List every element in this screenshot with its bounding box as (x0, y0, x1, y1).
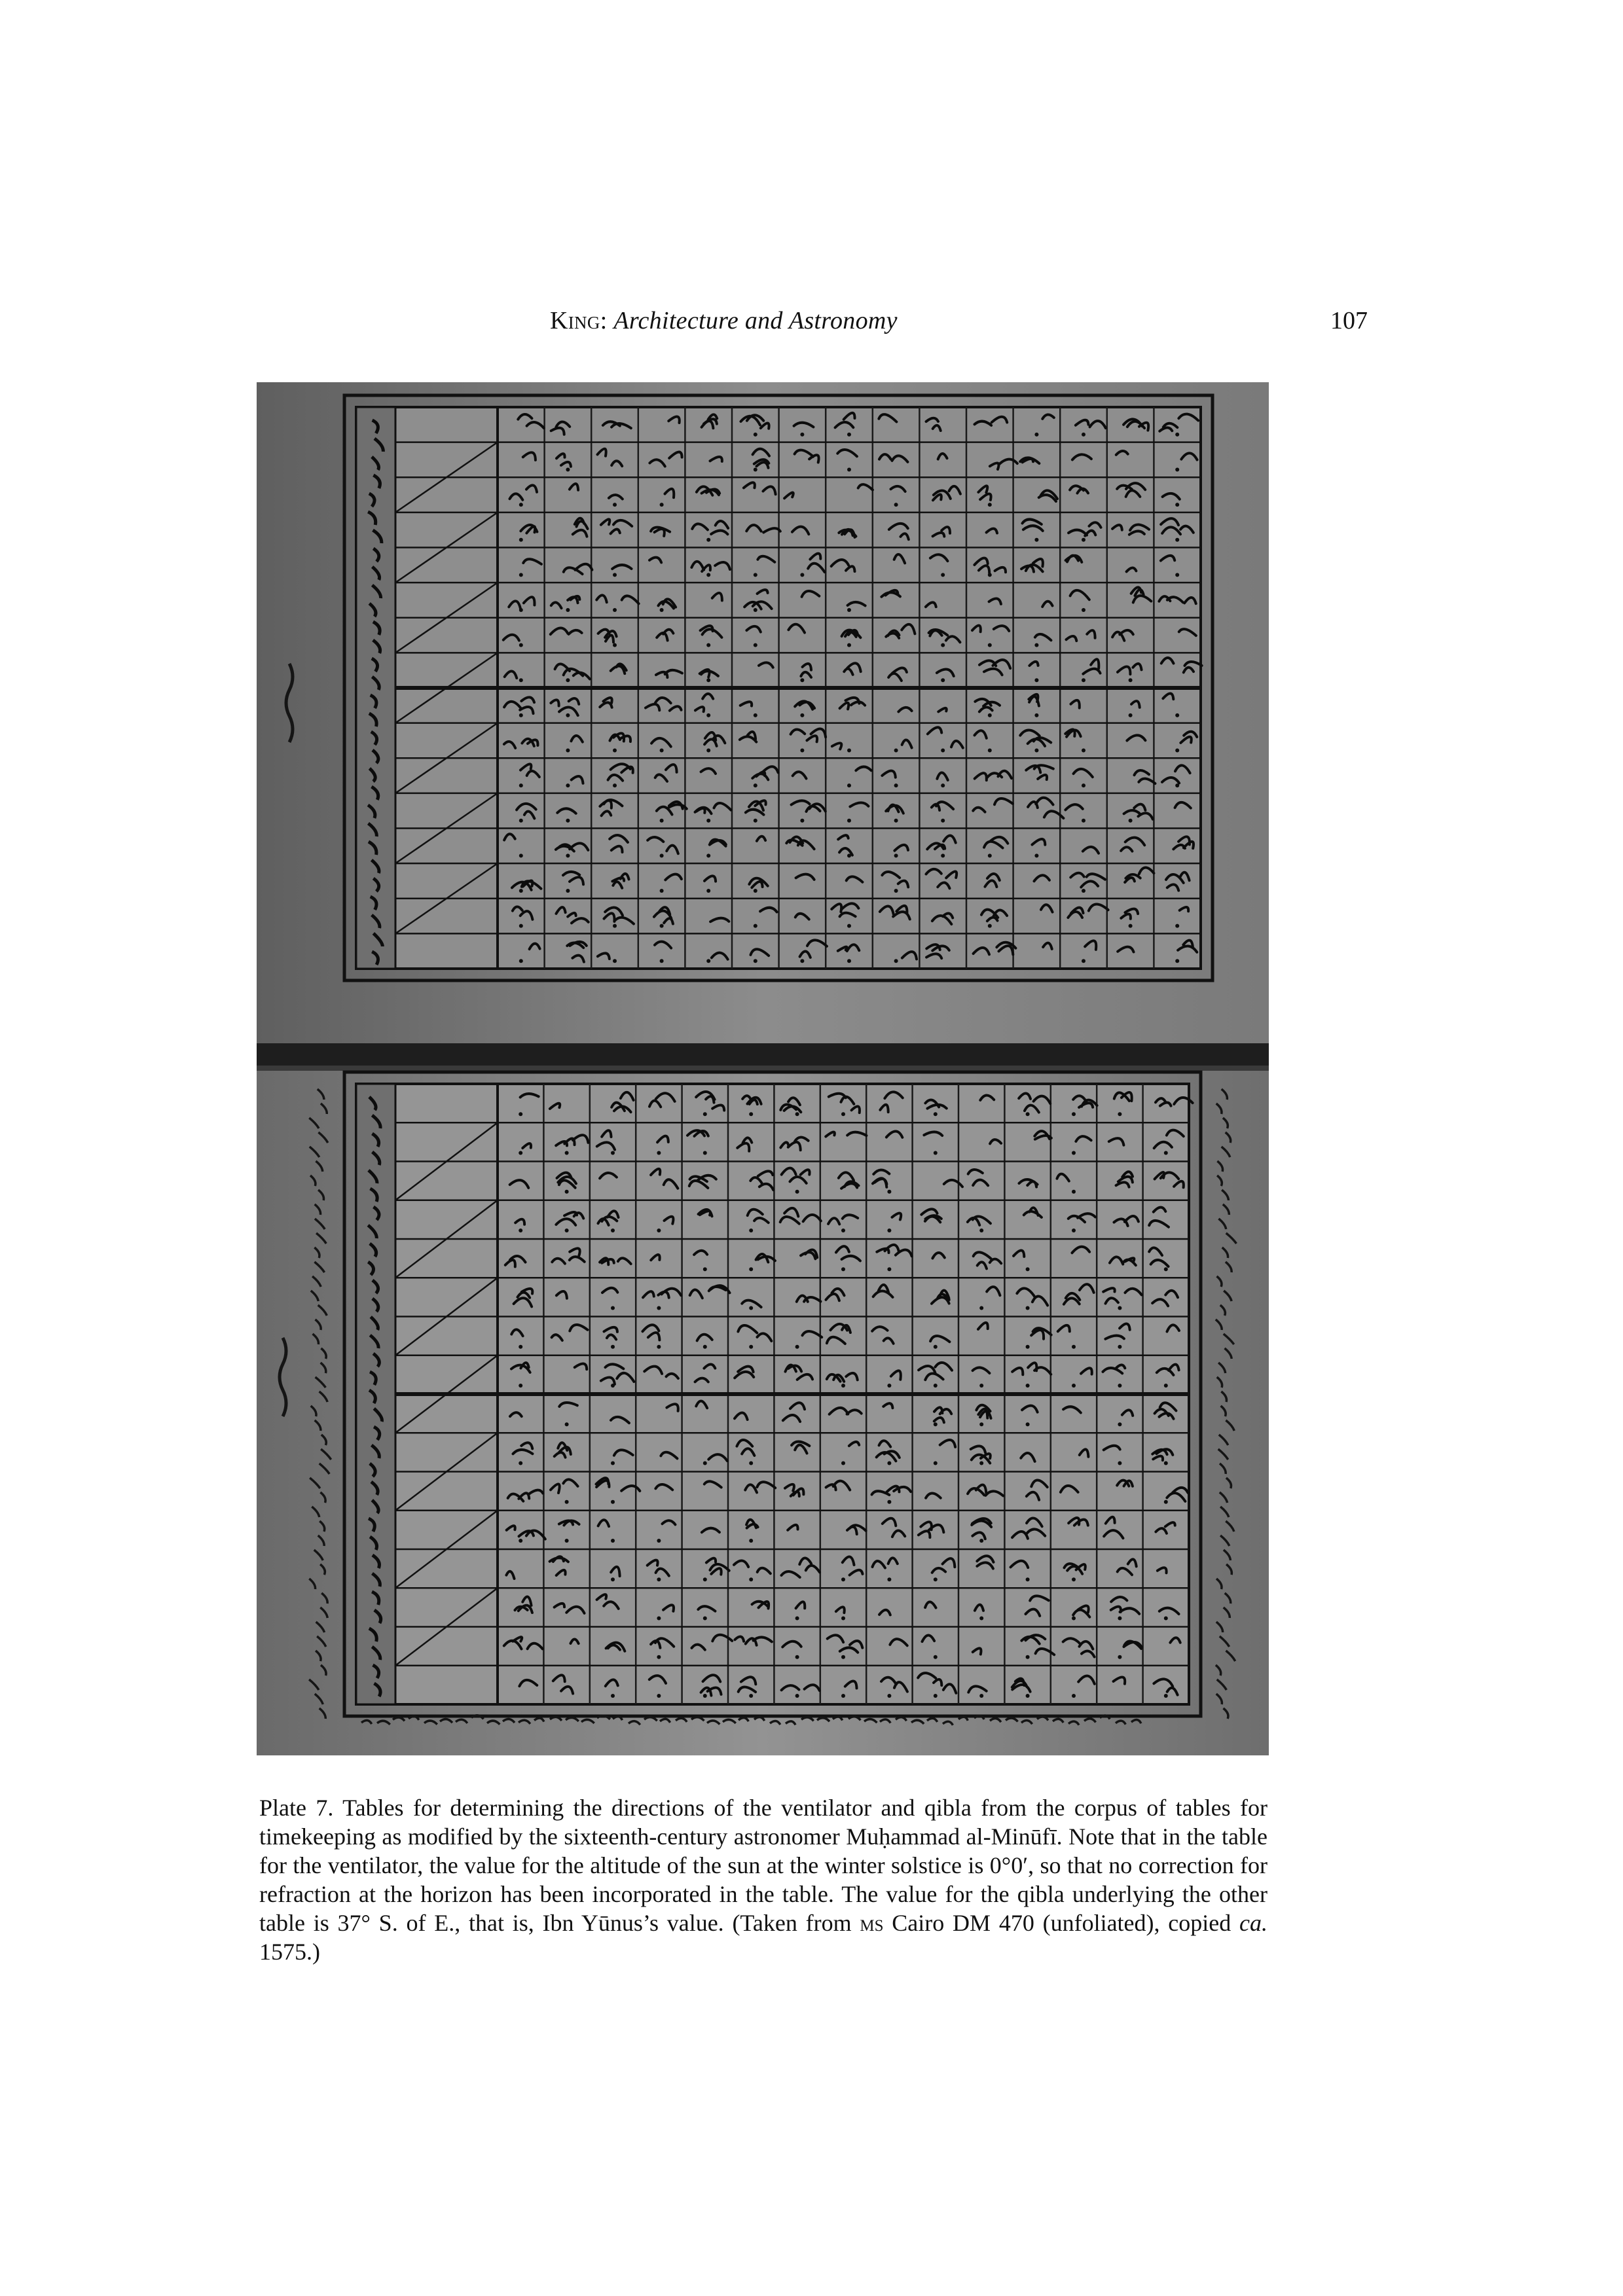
plate-caption: Plate 7. Tables for determining the directions of the ventilator and qibla from the corpus of tables for timekeeping as modified by the sixteenth-century astronomer Muḥammad al-Minūfī. Note that in the table for the ventilator, the value for the altitude of the sun at the winter solstice is 0°0′, so that no correction for refraction at the horizon has been incorporated in the table. The value for the qibla underlying the other table is 37° S. of E., that is, Ibn Yūnus’s value. (Taken from ms Cairo DM 470 (unfoliated), copied ca. 1575.) (259, 1795, 1267, 1965)
manuscript-tables-image (257, 382, 1269, 1755)
author-name: King (550, 307, 600, 334)
ms-abbrev: ms (860, 1910, 884, 1936)
binding-gutter (257, 1043, 1269, 1066)
running-head (0, 302, 1623, 342)
plate-label: Plate 7. (259, 1795, 334, 1821)
running-title (550, 306, 898, 335)
ventilator-table (344, 395, 1213, 980)
qibla-table (344, 1072, 1201, 1716)
plate-photograph (257, 382, 1269, 1755)
caption-text: Tables for determining the directions of the ventilator and qibla from the corpus of tables for timekeeping as modified by the sixteenth-century astronomer Muḥammad al-Minūfī. Note that in the table for the ventilator, the value for the altitude of the sun at the winter solstice is 0°0′, so that no correction for refraction at the horizon has been incorporated in the table. The value for the qibla underlying the other table is 37° S. of E., that is, Ibn Yūnus’s value. (Taken from (259, 1795, 1267, 1936)
page-number: 107 (1330, 307, 1368, 334)
title-separator: : (600, 307, 614, 334)
article-title: Architecture and Astronomy (613, 307, 898, 334)
